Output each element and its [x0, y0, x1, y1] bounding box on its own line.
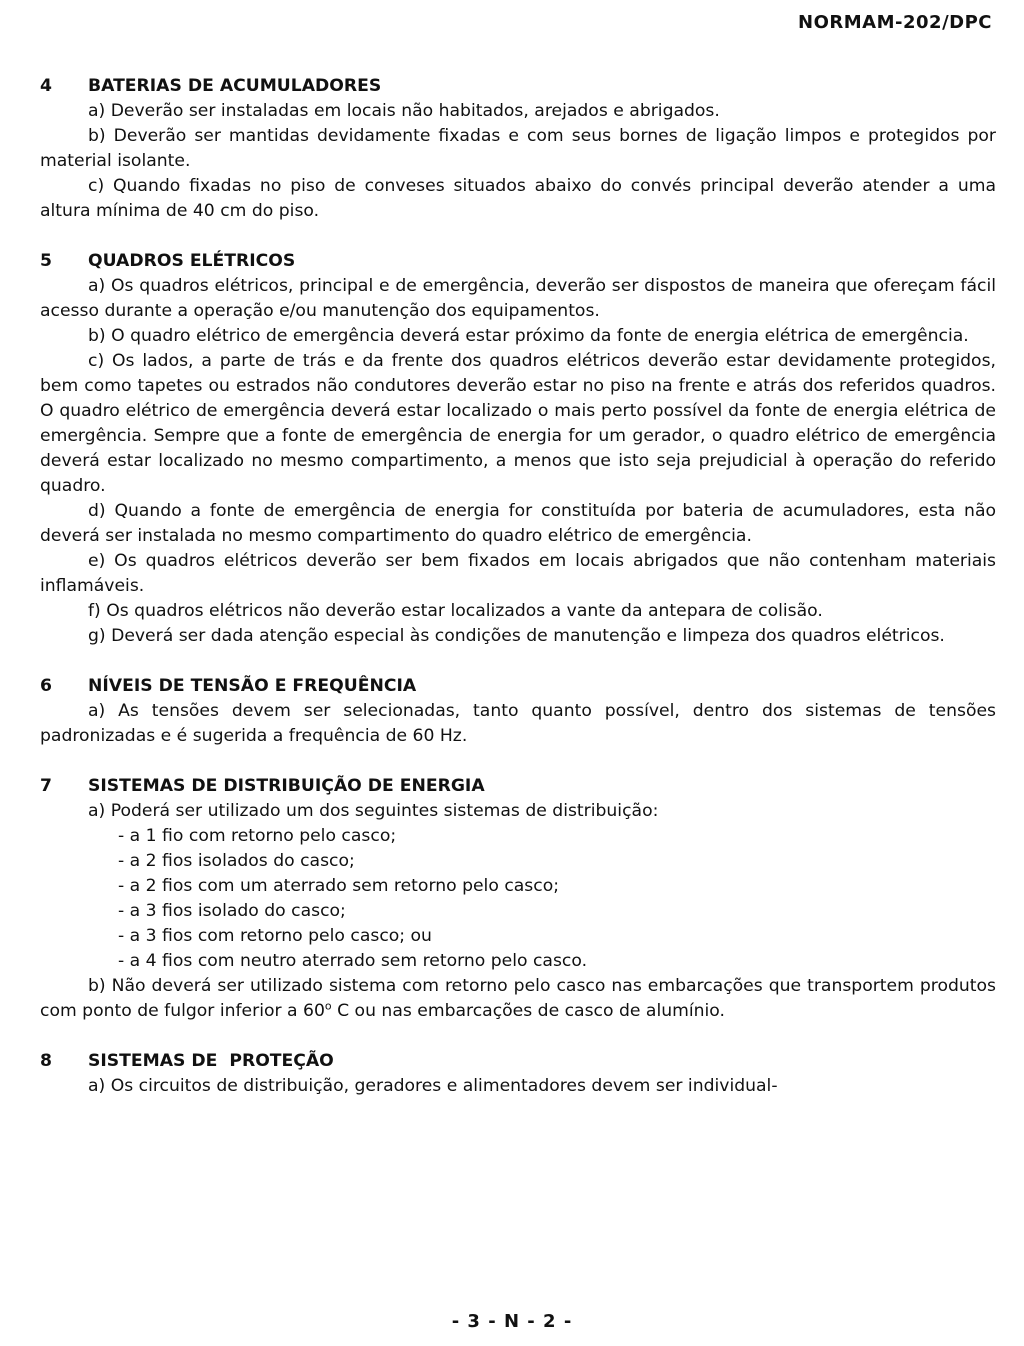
paragraph-b: b) Deverão ser mantidas devidamente fixadas e com seus bornes de ligação limpos e protegidos por material isolante. [40, 126, 996, 171]
paragraph-g: g) Deverá ser dada atenção especial às condições de manutenção e limpeza dos quadros elétricos. [88, 626, 945, 646]
paragraph-a: a) As tensões devem ser selecionadas, tanto quanto possível, dentro dos sistemas de tensões padronizadas e é sugerida a frequência de 60 Hz. [40, 701, 996, 746]
section-title: BATERIAS DE ACUMULADORES [88, 76, 382, 96]
section-heading [40, 249, 996, 274]
list-item: - a 2 fios com um aterrado sem retorno pelo casco; [118, 876, 560, 896]
list-item: - a 3 fios com retorno pelo casco; ou [118, 926, 432, 946]
paragraph-c: c) Quando fixadas no piso de conveses situados abaixo do convés principal deverão atender a uma altura mínima de 40 cm do piso. [40, 176, 996, 221]
page-number: - 3 - N - 2 - [451, 1311, 573, 1332]
section-number: 7 [40, 776, 52, 796]
paragraph-b: b) O quadro elétrico de emergência deverá estar próximo da fonte de energia elétrica de emergência. [88, 326, 969, 346]
paragraph-a: a) Deverão ser instaladas em locais não habitados, arejados e abrigados. [88, 101, 720, 121]
section-6 [40, 674, 996, 749]
paragraph-a: a) Os circuitos de distribuição, geradores e alimentadores devem ser individual- [88, 1076, 778, 1096]
degree-superscript: o [324, 999, 332, 1013]
list-item: - a 4 fios com neutro aterrado sem retorno pelo casco. [118, 951, 588, 971]
list-item: - a 2 fios isolados do casco; [118, 851, 355, 871]
paragraph-b-text: b) Não deverá ser utilizado sistema com retorno pelo casco nas embarcações que transportem produtos com ponto de fulgor inferior a 60 [40, 976, 996, 1021]
paragraph-a: a) Os quadros elétricos, principal e de emergência, deverão ser dispostos de maneira que ofereçam fácil acesso durante a operação e/ou manutenção dos equipamentos. [40, 276, 996, 321]
section-heading [40, 74, 996, 99]
document-code: NORMAM-202/DPC [798, 12, 992, 33]
section-heading [40, 674, 996, 699]
section-title: SISTEMAS DE PROTEÇÃO [88, 1051, 334, 1071]
paragraph-c: c) Os lados, a parte de trás e da frente dos quadros elétricos deverão estar devidamente protegidos, bem como tapetes ou estrados não condutores deverão estar no piso na frente e atrás dos referidos quadros. O quadro elétrico de emergência deverá estar localizado o mais perto possível da fonte de energia elétrica de emergência. Sempre que a fonte de emergência de energia for um gerador, o quadro elétrico de emergência deverá estar localizado no mesmo compartimento, a menos que isto seja prejudicial à operação do referido quadro. [40, 351, 996, 496]
list-item: - a 1 fio com retorno pelo casco; [118, 826, 397, 846]
section-title: NÍVEIS DE TENSÃO E FREQUÊNCIA [88, 676, 417, 696]
section-number: 5 [40, 251, 52, 271]
paragraph-b-text-end: C ou nas embarcações de casco de alumínio. [331, 1001, 725, 1021]
paragraph-b [40, 974, 996, 1024]
section-heading [40, 774, 996, 799]
document-body [40, 74, 996, 1124]
section-title: SISTEMAS DE DISTRIBUIÇÃO DE ENERGIA [88, 776, 485, 796]
section-4 [40, 74, 996, 224]
paragraph-f: f) Os quadros elétricos não deverão estar localizados a vante da antepara de colisão. [88, 601, 823, 621]
distribution-systems-list [40, 824, 996, 974]
list-item: - a 3 fios isolado do casco; [118, 901, 346, 921]
section-8 [40, 1049, 996, 1099]
section-number: 8 [40, 1051, 52, 1071]
section-number: 4 [40, 76, 52, 96]
paragraph-e: e) Os quadros elétricos deverão ser bem fixados em locais abrigados que não contenham materiais inflamáveis. [40, 551, 996, 596]
paragraph-a: a) Poderá ser utilizado um dos seguintes sistemas de distribuição: [88, 801, 659, 821]
section-7 [40, 774, 996, 1024]
section-title: QUADROS ELÉTRICOS [88, 251, 296, 271]
section-number: 6 [40, 676, 52, 696]
section-5 [40, 249, 996, 649]
section-heading [40, 1049, 996, 1074]
paragraph-d: d) Quando a fonte de emergência de energia for constituída por bateria de acumuladores, esta não deverá ser instalada no mesmo compartimento do quadro elétrico de emergência. [40, 501, 996, 546]
